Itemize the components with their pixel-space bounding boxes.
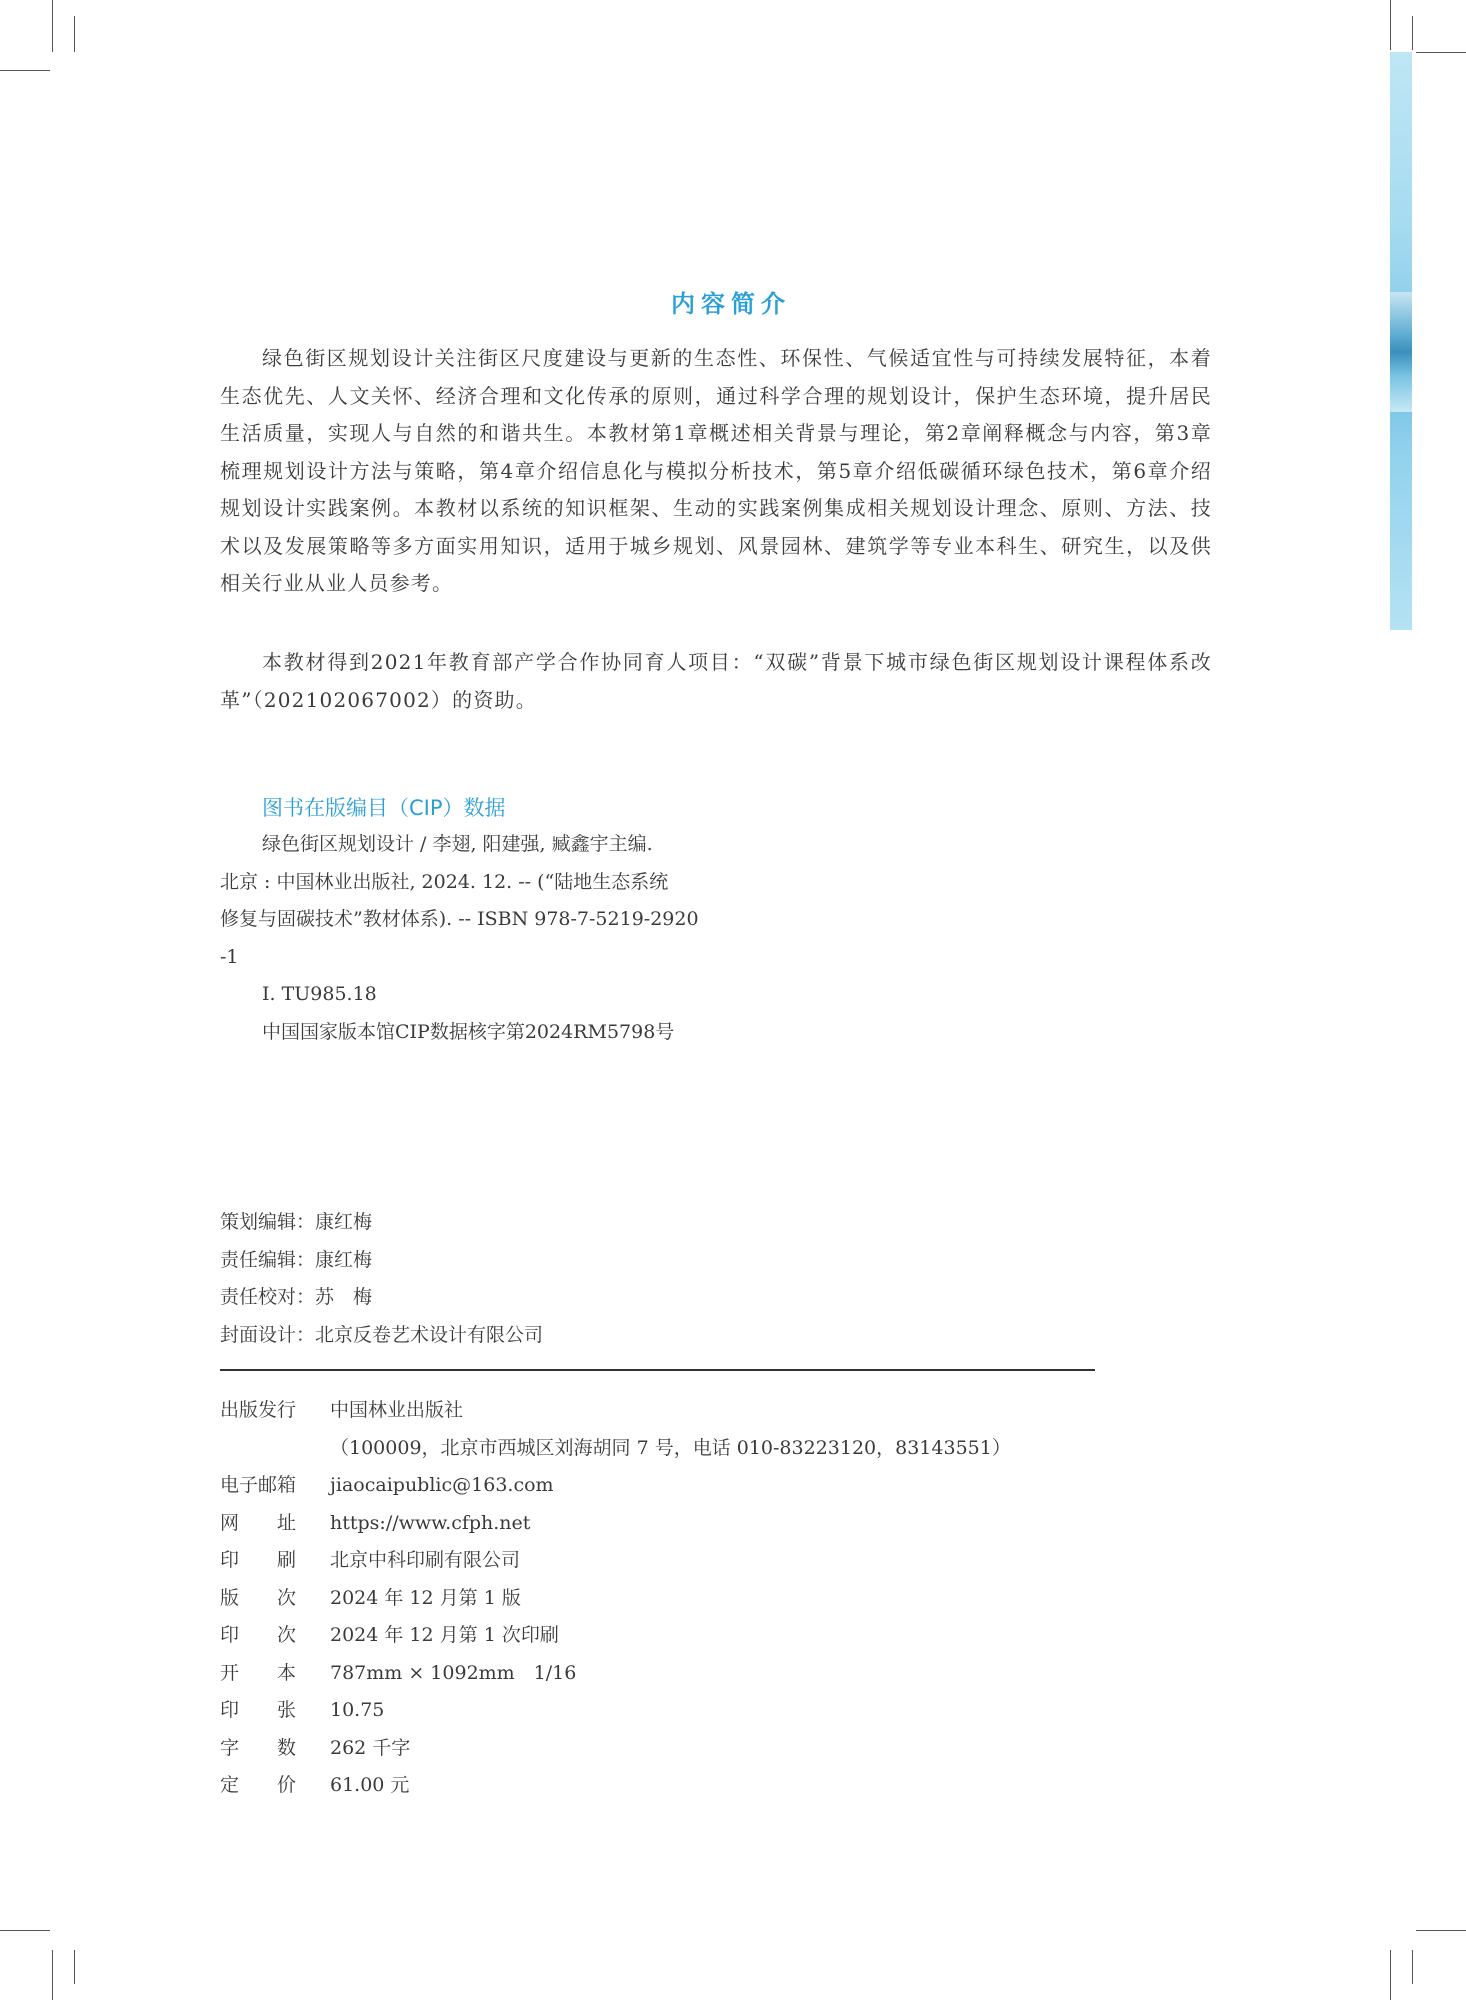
crop-mark	[1412, 1950, 1413, 1984]
crop-mark	[0, 1930, 50, 1931]
pub-label: 定 价	[220, 1774, 297, 1796]
crop-mark	[0, 70, 50, 71]
cip-line: -1	[220, 945, 239, 968]
crop-mark	[1416, 1930, 1466, 1931]
cip-block	[220, 826, 860, 1051]
pub-value: 61.00 元	[330, 1774, 410, 1796]
crop-mark	[1390, 1950, 1391, 2000]
pub-value: 2024 年 12 月第 1 版	[330, 1586, 521, 1609]
pub-label: 开 本	[220, 1661, 297, 1684]
responsible-editor: 责任编辑：康红梅	[220, 1248, 373, 1271]
pub-row-wordcount	[220, 1730, 1011, 1768]
crop-mark	[1416, 52, 1466, 53]
pub-row-printer	[220, 1542, 1011, 1580]
cip-line: Ⅰ. TU985.18	[262, 983, 377, 1005]
intro-paragraph	[220, 340, 1212, 603]
publication-info	[220, 1392, 1011, 1805]
pub-value: 2024 年 12 月第 1 次印刷	[330, 1624, 559, 1646]
pub-label: 印 张	[220, 1699, 297, 1721]
pub-row-edition	[220, 1580, 1011, 1618]
pub-row-sheets	[220, 1692, 1011, 1730]
staff-credits	[220, 1204, 543, 1354]
pub-row-email	[220, 1467, 1011, 1505]
planning-editor: 策划编辑：康红梅	[220, 1211, 373, 1233]
pub-row-publisher	[220, 1392, 1011, 1430]
pub-label: 网 址	[220, 1511, 297, 1534]
pub-label: 电子邮箱	[220, 1474, 297, 1496]
pub-row-address	[220, 1430, 1011, 1468]
divider-rule	[220, 1369, 1095, 1371]
pub-label: 印 次	[220, 1624, 297, 1646]
pub-label: 印 刷	[220, 1549, 297, 1571]
intro-text: 绿色街区规划设计关注街区尺度建设与更新的生态性、环保性、气候适宜性与可持续发展特征，本着生态优先、人文关怀、经济合理和文化传承的原则，通过科学合理的规划设计，保护生态环境，提升居民生活质量，实现人与自然的和谐共生。本教材第1章概述相关背景与理论，第2章阐释概念与内容，第3章梳理规划设计方法与策略，第4章介绍信息化与模拟分析技术，第5章介绍低碳循环绿色技术，第6章介绍规划设计实践案例。本教材以系统的知识框架、生动的实践案例集成相关规划设计理念、原则、方法、技术以及发展策略等多方面实用知识，适用于城乡规划、风景园林、建筑学等专业本科生、研究生，以及供相关行业从业人员参考。	[220, 346, 1212, 595]
crop-mark	[74, 16, 75, 52]
pub-value: 北京中科印刷有限公司	[330, 1549, 521, 1571]
funding-text: 本教材得到2021年教育部产学合作协同育人项目：“双碳”背景下城市绿色街区规划设计课程体系改革”（202102067002）的资助。	[220, 650, 1212, 712]
cip-line: 中国国家版本馆CIP数据核字第2024RM5798号	[262, 1020, 675, 1043]
pub-value: jiaocaipublic@163.com	[330, 1474, 554, 1496]
page-title: 内容简介	[671, 290, 791, 318]
pub-label: 出版发行	[220, 1399, 297, 1421]
pub-label	[220, 1430, 330, 1468]
pub-value: 10.75	[330, 1699, 385, 1721]
pub-value: （100009，北京市西城区刘海胡同 7 号，电话 010-83223120，83143551）	[330, 1436, 1011, 1459]
crop-mark	[74, 1950, 75, 1984]
crop-mark	[52, 0, 53, 52]
pub-value: 787mm × 1092mm 1/16	[330, 1661, 577, 1684]
cip-line: 绿色街区规划设计 / 李翅, 阳建强, 臧鑫宇主编.	[262, 833, 653, 855]
pub-row-impression	[220, 1617, 1011, 1655]
pub-value: 中国林业出版社	[330, 1399, 464, 1421]
funding-paragraph	[220, 644, 1212, 719]
pub-label: 字 数	[220, 1736, 297, 1759]
crop-mark	[52, 1950, 53, 2000]
cip-line: 北京 : 中国林业出版社, 2024. 12. -- (“陆地生态系统	[220, 870, 669, 893]
cip-heading: 图书在版编目（CIP）数据	[262, 796, 506, 820]
pub-row-website	[220, 1505, 1011, 1543]
pub-label: 版 次	[220, 1586, 297, 1609]
cip-line: 修复与固碳技术”教材体系). -- ISBN 978-7-5219-2920	[220, 908, 699, 930]
proofreader: 责任校对：苏 梅	[220, 1286, 373, 1308]
cover-designer: 封面设计：北京反卷艺术设计有限公司	[220, 1323, 544, 1346]
pub-value: https://www.cfph.net	[330, 1511, 531, 1534]
crop-mark	[1390, 0, 1391, 50]
pub-row-price	[220, 1767, 1011, 1805]
pub-row-format	[220, 1655, 1011, 1693]
crop-mark	[1412, 16, 1413, 50]
pub-value: 262 千字	[330, 1736, 411, 1759]
